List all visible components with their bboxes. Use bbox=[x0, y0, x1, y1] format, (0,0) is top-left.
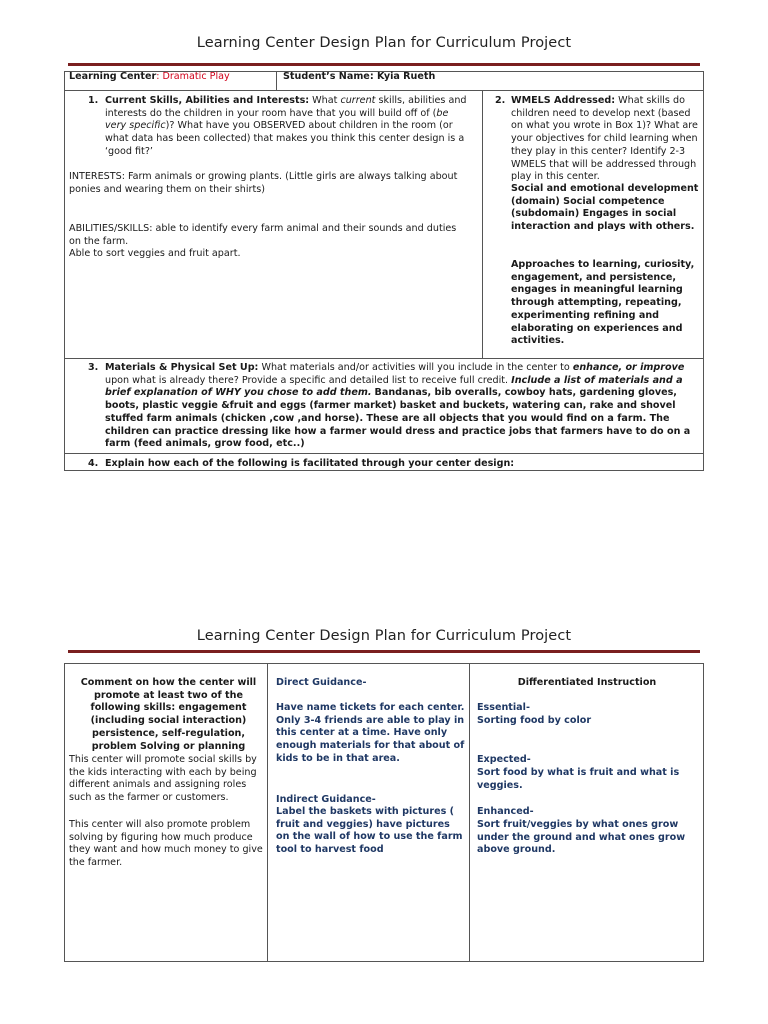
box1-prompt: Current Skills, Abilities and Interests: What current skills, abilities and interests do the children in your room have that you will build off of (be very specific)? What have you OBSERVED about children in the room (or what data has been collected) that makes you think this center design is a ‘good fit?’ bbox=[105, 95, 467, 157]
box2-answer2: Approaches to learning, curiosity, engagement, and persistence, engages in meaningful learning through attempting, repeating, experimenting refining and elaborating on experiences and activities. bbox=[511, 259, 695, 347]
essential-text: Sorting food by color bbox=[477, 715, 592, 726]
box1-interests: INTERESTS: Farm animals or growing plants. (Little girls are always talking about ponies and wearing them on their shirts) bbox=[69, 171, 458, 195]
enhanced-label: Enhanced- bbox=[477, 806, 534, 817]
enhanced-text: Sort fruit/veggies by what ones grow under the ground and what ones grow above ground. bbox=[477, 819, 686, 856]
box4-heading: Explain how each of the following is facilitated through your center design: bbox=[105, 458, 515, 469]
box2-heading: WMELS Addressed: bbox=[511, 95, 616, 106]
page-title: Learning Center Design Plan for Curriculum Project bbox=[196, 628, 572, 644]
box1-abilities: ABILITIES/SKILLS: able to identify every farm animal and their sounds and duties on the farm. bbox=[69, 223, 457, 247]
learning-center-field bbox=[69, 71, 230, 84]
col1-paragraph: This center will also promote problem solving by figuring how much produce they want and how much money to give the farmer. bbox=[69, 819, 263, 869]
box2-number: 2. bbox=[495, 95, 506, 106]
learning-center-label: Learning Center bbox=[69, 71, 157, 82]
direct-guidance-text: Have name tickets for each center. Only 3-4 friends are able to play in this center at a time. Have only enough materials for that about of kids to be in that area. bbox=[276, 702, 465, 764]
column-divider bbox=[469, 663, 470, 962]
essential-label: Essential- bbox=[477, 702, 530, 713]
title-rule bbox=[68, 650, 700, 653]
student-name: Student’s Name: Kyia Rueth bbox=[283, 71, 436, 82]
box3-answer: Bandanas, bib overalls, cowboy hats, gardening gloves, boots, plastic veggie &fruit and eggs (farmer market) basket and buckets, watering can, rake and shovel stuffed farm animals (chicken ,cow ,and horse). These are all objects that you would find on a farm. The children can practice dressing like how a farmer would dress and practice jobs that farmers have to do on a farm (feed animals, grow food, etc..) bbox=[105, 387, 691, 450]
box3-heading: Materials & Physical Set Up: bbox=[105, 362, 259, 373]
title-rule bbox=[68, 63, 700, 66]
column-divider bbox=[482, 90, 483, 358]
column-divider bbox=[267, 663, 268, 962]
box3-text: Materials & Physical Set Up: What materials and/or activities will you include in the center to enhance, or improve upon what is already there? Provide a specific and detailed list to receive full credit. Include a list of materials and a brief explanation of WHY you chose to add them. Bandanas, bib overalls, cowboy hats, gardening gloves, boots, plastic veggie &fruit and eggs (farmer market) basket and buckets, watering can, rake and shovel stuffed farm animals (chicken ,cow ,and horse). These are all objects that you would find on a farm. The children can practice dressing like how a farmer would dress and practice jobs that farmers have to do on a farm (feed animals, grow food, etc..) bbox=[105, 362, 691, 450]
col1-heading: Comment on how the center will promote at least two of the following skills: engagement (including social interaction) persistence, self-regulation, problem Solving or planning bbox=[80, 677, 257, 752]
expected-text: Sort food by what is fruit and what is veggies. bbox=[477, 767, 680, 791]
col1-paragraph: This center will promote social skills by the kids interacting with each by being different animals and assigning roles such as the farmer or customers. bbox=[69, 754, 257, 804]
box2-prompt: WMELS Addressed: What skills do children need to develop next (based on what you wrote in Box 1)? What are your objectives for child learning when they play in this center? Identify 2-3 WMELS that will be addressed through play in this center. bbox=[511, 95, 698, 183]
box3-number: 3. bbox=[88, 362, 99, 373]
learning-center-value: : Dramatic Play bbox=[156, 71, 230, 82]
col3-heading: Differentiated Instruction bbox=[517, 677, 657, 688]
box1-sort: Able to sort veggies and fruit apart. bbox=[69, 248, 241, 259]
row-divider bbox=[64, 90, 704, 91]
expected-label: Expected- bbox=[477, 754, 531, 765]
page-title: Learning Center Design Plan for Curriculum Project bbox=[196, 35, 572, 51]
indirect-guidance-text: Label the baskets with pictures ( fruit and veggies) have pictures on the wall of how to use the farm tool to harvest food bbox=[276, 806, 463, 856]
direct-guidance-heading: Direct Guidance- bbox=[276, 677, 367, 688]
box1-number: 1. bbox=[88, 95, 99, 106]
row-divider bbox=[64, 358, 704, 359]
indirect-guidance-heading: Indirect Guidance- bbox=[276, 794, 376, 805]
box2-answer1: Social and emotional development (domain) Social competence (subdomain) Engages in social interaction and plays with others. bbox=[511, 183, 699, 233]
box1-heading: Current Skills, Abilities and Interests: bbox=[105, 95, 310, 106]
header-divider bbox=[276, 71, 277, 91]
row-divider bbox=[64, 453, 704, 454]
box4-number: 4. bbox=[88, 458, 99, 469]
